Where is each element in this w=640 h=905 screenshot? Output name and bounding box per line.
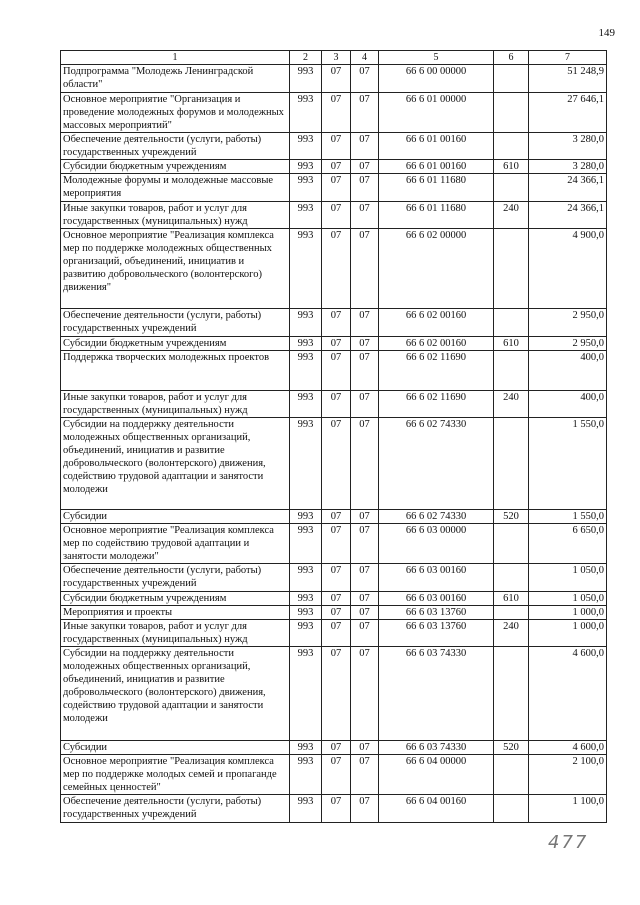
row-expense-type: [494, 755, 529, 795]
row-gr: 993: [290, 391, 322, 418]
row-amount: 24 366,1: [529, 202, 607, 229]
row-section: 07: [322, 620, 351, 647]
row-name: Молодежные форумы и молодежные массовые мероприятия: [61, 174, 290, 202]
row-target-code: 66 6 02 74330: [379, 510, 494, 524]
table-row: [61, 647, 607, 741]
row-amount: 2 100,0: [529, 755, 607, 795]
table-row: [61, 65, 607, 93]
row-subsection: 07: [351, 606, 379, 620]
row-subsection: 07: [351, 741, 379, 755]
row-section: 07: [322, 202, 351, 229]
row-section: 07: [322, 65, 351, 93]
row-name: Основное мероприятие "Реализация комплекса мер по поддержке молодежных общественных организаций, объединений, инициатив и развитию добровольческого (волонтерского) движения": [61, 229, 290, 309]
row-expense-type: 610: [494, 592, 529, 606]
row-gr: 993: [290, 160, 322, 174]
table-row: [61, 606, 607, 620]
row-expense-type: 240: [494, 391, 529, 418]
row-gr: 993: [290, 620, 322, 647]
row-gr: 993: [290, 418, 322, 510]
row-section: 07: [322, 647, 351, 741]
table-row: [61, 741, 607, 755]
row-gr: 993: [290, 524, 322, 564]
row-amount: 24 366,1: [529, 174, 607, 202]
row-gr: 993: [290, 174, 322, 202]
row-subsection: 07: [351, 795, 379, 823]
row-gr: 993: [290, 592, 322, 606]
row-gr: 993: [290, 755, 322, 795]
row-section: 07: [322, 229, 351, 309]
row-amount: 2 950,0: [529, 337, 607, 351]
table-row: [61, 391, 607, 418]
row-expense-type: 240: [494, 620, 529, 647]
row-subsection: 07: [351, 592, 379, 606]
row-expense-type: [494, 606, 529, 620]
row-target-code: 66 6 03 74330: [379, 647, 494, 741]
row-amount: 400,0: [529, 391, 607, 418]
header-col-6: 6: [494, 51, 529, 65]
row-section: 07: [322, 741, 351, 755]
row-name: Субсидии: [61, 510, 290, 524]
row-name: Подпрограмма "Молодежь Ленинградской области": [61, 65, 290, 93]
header-col-5: 5: [379, 51, 494, 65]
row-section: 07: [322, 524, 351, 564]
table-row: [61, 337, 607, 351]
row-amount: 51 248,9: [529, 65, 607, 93]
row-subsection: 07: [351, 418, 379, 510]
row-section: 07: [322, 133, 351, 160]
row-target-code: 66 6 02 11690: [379, 351, 494, 391]
row-gr: 993: [290, 606, 322, 620]
table-row: [61, 309, 607, 337]
table-row: [61, 795, 607, 823]
row-gr: 993: [290, 65, 322, 93]
row-subsection: 07: [351, 524, 379, 564]
handwritten-page-mark: 477: [548, 832, 589, 853]
row-gr: 993: [290, 510, 322, 524]
table-row: [61, 592, 607, 606]
table-row: [61, 564, 607, 592]
row-subsection: 07: [351, 309, 379, 337]
table-row: [61, 93, 607, 133]
table-row: [61, 510, 607, 524]
row-amount: 2 950,0: [529, 309, 607, 337]
row-name: Иные закупки товаров, работ и услуг для государственных (муниципальных) нужд: [61, 391, 290, 418]
table-row: [61, 418, 607, 510]
row-name: Основное мероприятие "Реализация комплекса мер по поддержке молодых семей и пропаганде семейных ценностей": [61, 755, 290, 795]
row-section: 07: [322, 174, 351, 202]
row-name: Поддержка творческих молодежных проектов: [61, 351, 290, 391]
row-section: 07: [322, 418, 351, 510]
row-subsection: 07: [351, 510, 379, 524]
row-gr: 993: [290, 741, 322, 755]
row-target-code: 66 6 01 11680: [379, 174, 494, 202]
row-expense-type: [494, 65, 529, 93]
row-subsection: 07: [351, 229, 379, 309]
row-subsection: 07: [351, 647, 379, 741]
header-col-4: 4: [351, 51, 379, 65]
row-target-code: 66 6 03 74330: [379, 741, 494, 755]
row-name: Основное мероприятие "Реализация комплекса мер по содействию трудовой адаптации и занятости молодежи": [61, 524, 290, 564]
header-col-1: 1: [61, 51, 290, 65]
row-gr: 993: [290, 202, 322, 229]
row-gr: 993: [290, 564, 322, 592]
row-section: 07: [322, 592, 351, 606]
row-gr: 993: [290, 337, 322, 351]
row-name: Мероприятия и проекты: [61, 606, 290, 620]
row-amount: 1 550,0: [529, 510, 607, 524]
table-row: [61, 202, 607, 229]
row-expense-type: [494, 524, 529, 564]
row-target-code: 66 6 04 00000: [379, 755, 494, 795]
row-name: Основное мероприятие "Организация и проведение молодежных форумов и молодежных массовых мероприятий": [61, 93, 290, 133]
header-col-3: 3: [322, 51, 351, 65]
row-subsection: 07: [351, 620, 379, 647]
row-target-code: 66 6 04 00160: [379, 795, 494, 823]
row-name: Субсидии бюджетным учреждениям: [61, 592, 290, 606]
row-target-code: 66 6 03 13760: [379, 606, 494, 620]
row-expense-type: 610: [494, 160, 529, 174]
row-subsection: 07: [351, 202, 379, 229]
row-target-code: 66 6 02 74330: [379, 418, 494, 510]
row-amount: 1 000,0: [529, 620, 607, 647]
row-target-code: 66 6 01 00000: [379, 93, 494, 133]
row-section: 07: [322, 93, 351, 133]
row-expense-type: [494, 795, 529, 823]
row-gr: 993: [290, 351, 322, 391]
header-col-2: 2: [290, 51, 322, 65]
row-section: 07: [322, 351, 351, 391]
table-row: [61, 524, 607, 564]
row-amount: 4 600,0: [529, 741, 607, 755]
table-row: [61, 351, 607, 391]
row-target-code: 66 6 01 00160: [379, 160, 494, 174]
row-name: Субсидии: [61, 741, 290, 755]
row-section: 07: [322, 795, 351, 823]
row-expense-type: 520: [494, 510, 529, 524]
row-target-code: 66 6 02 00160: [379, 337, 494, 351]
row-amount: 27 646,1: [529, 93, 607, 133]
row-amount: 1 000,0: [529, 606, 607, 620]
row-subsection: 07: [351, 160, 379, 174]
row-section: 07: [322, 337, 351, 351]
row-section: 07: [322, 391, 351, 418]
row-gr: 993: [290, 229, 322, 309]
row-expense-type: 520: [494, 741, 529, 755]
row-expense-type: [494, 418, 529, 510]
page-number: 149: [598, 27, 615, 39]
row-name: Субсидии на поддержку деятельности молодежных общественных организаций, объединений, инициатив и развитие добровольческого (волонтерского) движения, содействию трудовой адаптации и занятости молодежи: [61, 647, 290, 741]
row-amount: 1 550,0: [529, 418, 607, 510]
row-amount: 3 280,0: [529, 133, 607, 160]
row-subsection: 07: [351, 174, 379, 202]
row-expense-type: [494, 309, 529, 337]
row-section: 07: [322, 606, 351, 620]
table-row: [61, 133, 607, 160]
row-subsection: 07: [351, 755, 379, 795]
table-row: [61, 174, 607, 202]
row-target-code: 66 6 03 00160: [379, 564, 494, 592]
row-target-code: 66 6 01 00160: [379, 133, 494, 160]
row-target-code: 66 6 03 00000: [379, 524, 494, 564]
row-subsection: 07: [351, 65, 379, 93]
row-name: Иные закупки товаров, работ и услуг для государственных (муниципальных) нужд: [61, 620, 290, 647]
row-expense-type: [494, 174, 529, 202]
row-name: Субсидии бюджетным учреждениям: [61, 337, 290, 351]
row-amount: 1 050,0: [529, 592, 607, 606]
header-row: [61, 51, 607, 65]
row-amount: 1 050,0: [529, 564, 607, 592]
row-target-code: 66 6 02 11690: [379, 391, 494, 418]
row-target-code: 66 6 03 13760: [379, 620, 494, 647]
row-subsection: 07: [351, 337, 379, 351]
row-section: 07: [322, 755, 351, 795]
row-expense-type: [494, 229, 529, 309]
row-name: Субсидии бюджетным учреждениям: [61, 160, 290, 174]
row-gr: 993: [290, 309, 322, 337]
row-expense-type: [494, 647, 529, 741]
row-amount: 3 280,0: [529, 160, 607, 174]
row-subsection: 07: [351, 351, 379, 391]
row-expense-type: [494, 133, 529, 160]
row-amount: 400,0: [529, 351, 607, 391]
row-subsection: 07: [351, 133, 379, 160]
row-target-code: 66 6 02 00000: [379, 229, 494, 309]
row-expense-type: 240: [494, 202, 529, 229]
row-amount: 1 100,0: [529, 795, 607, 823]
row-expense-type: [494, 93, 529, 133]
row-name: Обеспечение деятельности (услуги, работы) государственных учреждений: [61, 309, 290, 337]
row-section: 07: [322, 564, 351, 592]
row-section: 07: [322, 510, 351, 524]
row-subsection: 07: [351, 564, 379, 592]
row-target-code: 66 6 01 11680: [379, 202, 494, 229]
row-expense-type: [494, 564, 529, 592]
row-name: Обеспечение деятельности (услуги, работы) государственных учреждений: [61, 133, 290, 160]
budget-table: [60, 50, 607, 823]
table-row: [61, 755, 607, 795]
row-target-code: 66 6 02 00160: [379, 309, 494, 337]
row-gr: 993: [290, 647, 322, 741]
row-name: Обеспечение деятельности (услуги, работы) государственных учреждений: [61, 564, 290, 592]
row-subsection: 07: [351, 391, 379, 418]
row-name: Субсидии на поддержку деятельности молодежных общественных организаций, объединений, инициатив и развитие добровольческого (волонтерского) движения, содействию трудовой адаптации и занятости молодежи: [61, 418, 290, 510]
row-amount: 4 900,0: [529, 229, 607, 309]
row-name: Иные закупки товаров, работ и услуг для государственных (муниципальных) нужд: [61, 202, 290, 229]
table-row: [61, 229, 607, 309]
row-target-code: 66 6 00 00000: [379, 65, 494, 93]
table-row: [61, 620, 607, 647]
row-gr: 993: [290, 795, 322, 823]
row-target-code: 66 6 03 00160: [379, 592, 494, 606]
row-amount: 4 600,0: [529, 647, 607, 741]
row-expense-type: 610: [494, 337, 529, 351]
row-section: 07: [322, 309, 351, 337]
header-col-7: 7: [529, 51, 607, 65]
row-gr: 993: [290, 133, 322, 160]
row-section: 07: [322, 160, 351, 174]
row-subsection: 07: [351, 93, 379, 133]
table-row: [61, 160, 607, 174]
row-amount: 6 650,0: [529, 524, 607, 564]
row-gr: 993: [290, 93, 322, 133]
row-name: Обеспечение деятельности (услуги, работы) государственных учреждений: [61, 795, 290, 823]
row-expense-type: [494, 351, 529, 391]
